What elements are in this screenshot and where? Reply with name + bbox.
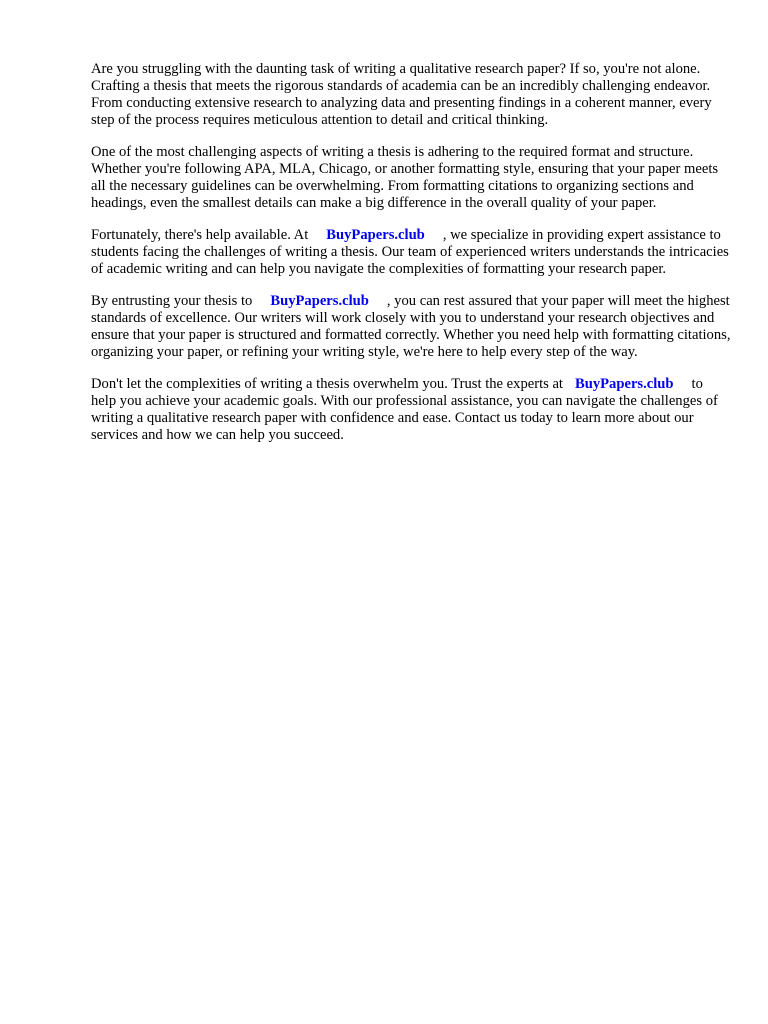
paragraph-text-before: Don't let the complexities of writing a thesis overwhelm you. Trust the experts at bbox=[91, 376, 563, 392]
paragraph-text: Are you struggling with the daunting task of writing a qualitative research paper? If so, you're not alone. Crafting a thesis that meets the rigorous standards of academia can be an incredibly challenging endeavor. From conducting extensive research to analyzing data and presenting findings in a coherent manner, every step of the process requires meticulous attention to detail and critical thinking. bbox=[91, 61, 712, 128]
paragraph-text-after: to help you achieve your academic goals. With our professional assistance, you can navigate the challenges of writing a qualitative research paper with confidence and ease. Contact us today to learn more about our services and how we can help you succeed. bbox=[91, 376, 718, 443]
buypapers-link[interactable]: BuyPapers.club bbox=[270, 293, 369, 309]
paragraph-text-after: , you can rest assured that your paper will meet the highest standards of excellence. Our writers will work closely with you to understand your research objectives and ensure that your paper is structured and formatted correctly. Whether you need help with formatting citations, organizing your paper, or refining your writing style, we're here to help every step of the way. bbox=[91, 293, 731, 360]
document-body bbox=[91, 61, 731, 459]
buypapers-link[interactable]: BuyPapers.club bbox=[575, 376, 674, 392]
paragraph-entrust bbox=[91, 293, 731, 361]
paragraph-intro bbox=[91, 61, 731, 129]
paragraph-text-before: Fortunately, there's help available. At bbox=[91, 227, 309, 243]
paragraph-text-after: , we specialize in providing expert assistance to students facing the challenges of writing a thesis. Our team of experienced writers understands the intricacies of academic writing and can help you navigate the complexities of formatting your research paper. bbox=[91, 227, 729, 277]
buypapers-link[interactable]: BuyPapers.club bbox=[326, 227, 425, 243]
paragraph-format bbox=[91, 144, 731, 212]
paragraph-help bbox=[91, 227, 731, 278]
paragraph-closing bbox=[91, 376, 731, 444]
paragraph-text: One of the most challenging aspects of writing a thesis is adhering to the required format and structure. Whether you're following APA, MLA, Chicago, or another formatting style, ensuring that your paper meets all the necessary guidelines can be overwhelming. From formatting citations to organizing sections and headings, even the smallest details can make a big difference in the overall quality of your paper. bbox=[91, 144, 719, 211]
paragraph-text-before: By entrusting your thesis to bbox=[91, 293, 253, 309]
